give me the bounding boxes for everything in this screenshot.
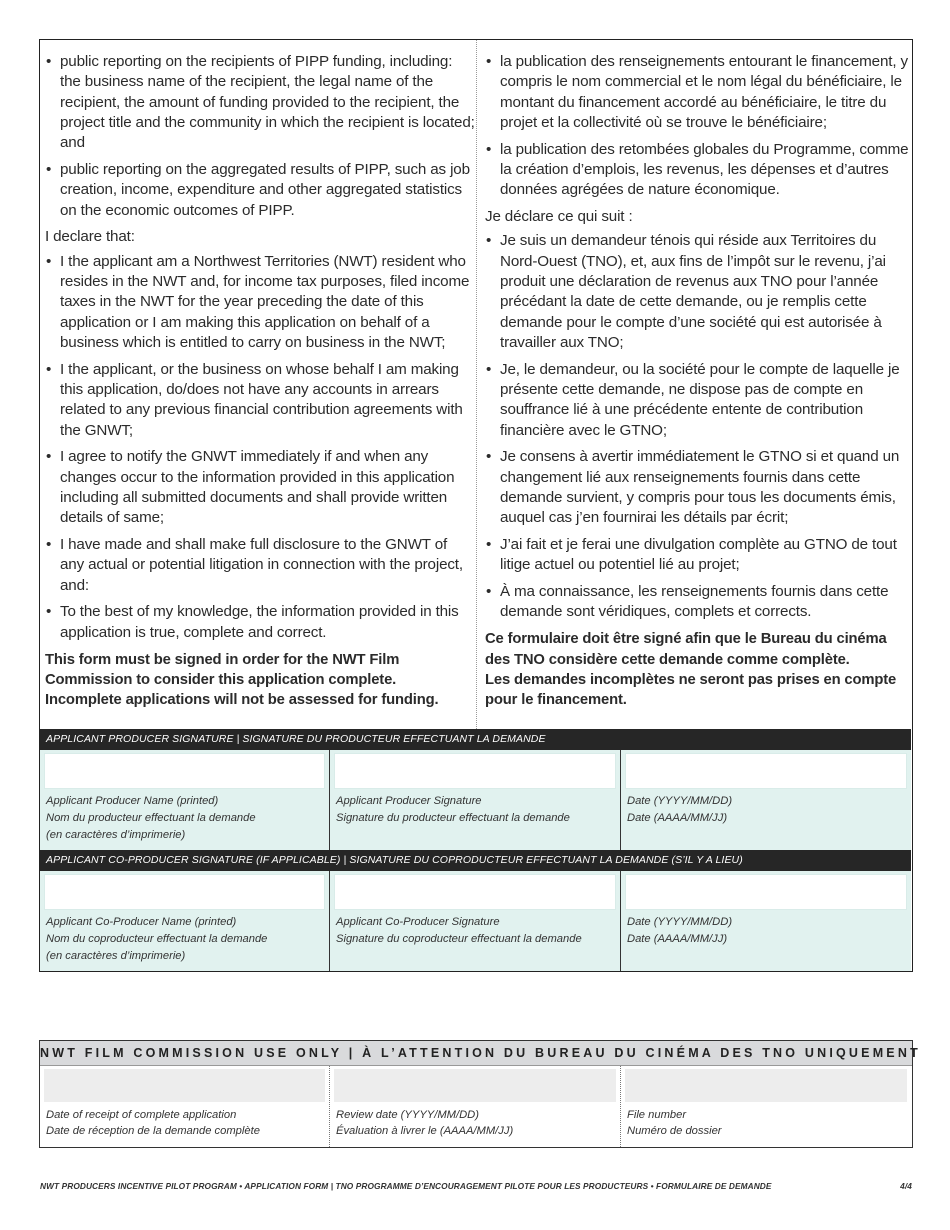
incomplete-notice: Les demandes incomplètes ne seront pas prises en compte pour le financement. xyxy=(485,671,897,709)
english-column xyxy=(45,40,475,729)
coproducer-date-cell xyxy=(621,871,911,971)
declare-intro: Je déclare ce qui suit : xyxy=(485,208,633,226)
producer-signature-field[interactable] xyxy=(334,753,616,789)
review-date-cell xyxy=(330,1066,621,1147)
coproducer-signature-cell xyxy=(330,871,621,971)
list-item: • I the applicant, or the business on whose behalf I am making this application, do/does not have any accounts in arrears related to any previous financial contribution agreements with the GNWT; xyxy=(46,360,463,439)
coproducer-date-label: Date (YYYY/MM/DD) Date (AAAA/MM/JJ) xyxy=(627,916,733,945)
producer-signature-cell xyxy=(330,750,621,850)
coproducer-signature-label: Applicant Co-Producer Signature Signature du coproducteur effectuant la demande xyxy=(336,916,582,945)
list-item: • I agree to notify the GNWT immediately if and when any changes occur to the information provided in this application including all submitted documents and shall provide written details of same; xyxy=(46,448,455,527)
list-item: • To the best of my knowledge, the information provided in this application is true, complete and correct. xyxy=(46,603,459,641)
list-item: • Je suis un demandeur ténois qui réside aux Territoires du Nord-Ouest (TNO), et, aux fins de l’impôt sur le revenu, j’ai produit une déclaration de revenus aux TNO pour l’année précédant la date de cette demande, ou je remplis cette demande pour le compte d’une société qui est autorisée à travailler aux TNO; xyxy=(486,232,886,351)
file-number-cell xyxy=(621,1066,911,1147)
signature-notice: This form must be signed in order for the NWT Film Commission to consider this application complete. Incomplete applications will not be assessed for funding. xyxy=(45,651,439,709)
receipt-date-field[interactable] xyxy=(44,1069,325,1102)
coproducer-name-field[interactable] xyxy=(44,874,325,910)
list-item: • Je consens à avertir immédiatement le GTNO si et quand un changement lié aux renseignements fournis dans cette demande survient, y compris pour tous les documents émis, auquel cas j’en fournirai les détails par écrit; xyxy=(486,448,900,527)
page-footer xyxy=(40,1181,912,1191)
list-item: • Je, le demandeur, ou la société pour le compte de laquelle je présente cette demande, ne dispose pas de compte en souffrance lié à une précédente entente de contribution financière avec le GTNO; xyxy=(486,360,900,439)
office-use-header: NWT FILM COMMISSION USE ONLY | À L’ATTENTION DU BUREAU DU CINÉMA DES TNO UNIQUEMENT xyxy=(40,1041,912,1066)
file-number-field[interactable] xyxy=(625,1069,907,1102)
footer-text: NWT PRODUCERS INCENTIVE PILOT PROGRAM • APPLICATION FORM | TNO PROGRAMME D’ENCOURAGEMENT PILOTE POUR LES PRODUCTEURS • FORMULAIRE DE DEMANDE xyxy=(40,1181,772,1191)
receipt-date-label: Date of receipt of complete application Date de réception de la demande complète xyxy=(46,1109,260,1137)
list-item: • I have made and shall make full disclosure to the GNWT of any actual or potential litigation in connection with the project, and: xyxy=(46,536,463,594)
list-item: • public reporting on the recipients of PIPP funding, including: the business name of the recipient, the legal name of the recipient, the amount of funding provided to the recipient, the project title and the community in which the recipient is located; and xyxy=(46,53,475,152)
coproducer-name-cell xyxy=(40,871,330,971)
review-date-field[interactable] xyxy=(334,1069,616,1102)
producer-signature-section xyxy=(40,729,911,850)
office-use-box xyxy=(39,1040,921,1148)
list-item: • I the applicant am a Northwest Territories (NWT) resident who resides in the NWT and, for income tax purposes, filed income taxes in the NWT for the year preceding the date of this application or I am making this application on behalf of a business which is entitled to carry on business in the NWT; xyxy=(46,252,470,351)
producer-name-field[interactable] xyxy=(44,753,325,789)
review-date-label: Review date (YYYY/MM/DD) Évaluation à livrer le (AAAA/MM/JJ) xyxy=(336,1109,514,1137)
declaration-columns xyxy=(40,40,911,729)
signature-notice: Ce formulaire doit être signé afin que le Bureau du cinéma des TNO considère cette demande comme complète. xyxy=(485,631,887,668)
page-number: 4/4 xyxy=(900,1181,912,1191)
producer-signature-label: Applicant Producer Signature Signature du producteur effectuant la demande xyxy=(336,795,570,824)
file-number-label: File number Numéro de dossier xyxy=(627,1109,722,1137)
list-item: • À ma connaissance, les renseignements fournis dans cette demande sont véridiques, complets et corrects. xyxy=(486,583,889,621)
coproducer-date-field[interactable] xyxy=(625,874,907,910)
list-item: • la publication des retombées globales du Programme, comme la création d’emplois, les revenus, les dépenses et d’autres données agrégées de nature économique. xyxy=(486,140,909,199)
producer-date-label: Date (YYYY/MM/DD) Date (AAAA/MM/JJ) xyxy=(627,795,733,824)
list-item: • la publication des renseignements entourant le financement, y compris le nom commercial et le nom légal du bénéficiaire, le montant du financement accordé au bénéficiaire, le titre du projet et la collectivité où se trouve le bénéficiaire; xyxy=(486,53,908,131)
office-use-row xyxy=(40,1066,912,1147)
coproducer-signature-field[interactable] xyxy=(334,874,616,910)
producer-signature-row xyxy=(40,750,911,850)
list-item: • public reporting on the aggregated results of PIPP, such as job creation, income, expenditure and other aggregated statistics on the economic outcomes of PIPP. xyxy=(46,160,470,219)
french-column xyxy=(485,40,910,729)
column-divider xyxy=(476,40,477,729)
producer-name-cell xyxy=(40,750,330,850)
producer-signature-header: APPLICANT PRODUCER SIGNATURE | SIGNATURE DU PRODUCTEUR EFFECTUANT LA DEMANDE xyxy=(40,729,911,750)
coproducer-signature-section xyxy=(40,850,911,971)
declare-intro: I declare that: xyxy=(45,228,135,246)
producer-date-field[interactable] xyxy=(625,753,907,789)
coproducer-name-label: Applicant Co-Producer Name (printed) Nom du coproducteur effectuant la demande (en caractères d’imprimerie) xyxy=(46,916,268,962)
declaration-form-box xyxy=(39,39,913,972)
coproducer-signature-header: APPLICANT CO-PRODUCER SIGNATURE (IF APPLICABLE) | SIGNATURE DU COPRODUCTEUR EFFECTUANT LA DEMANDE (S’IL Y A LIEU) xyxy=(40,850,911,871)
producer-name-label: Applicant Producer Name (printed) Nom du producteur effectuant la demande (en caractères d’imprimerie) xyxy=(46,795,256,841)
producer-date-cell xyxy=(621,750,911,850)
list-item: • J’ai fait et je ferai une divulgation complète au GTNO de tout litige actuel ou potentiel lié au projet; xyxy=(486,536,897,574)
receipt-date-cell xyxy=(40,1066,330,1147)
coproducer-signature-row xyxy=(40,871,911,971)
